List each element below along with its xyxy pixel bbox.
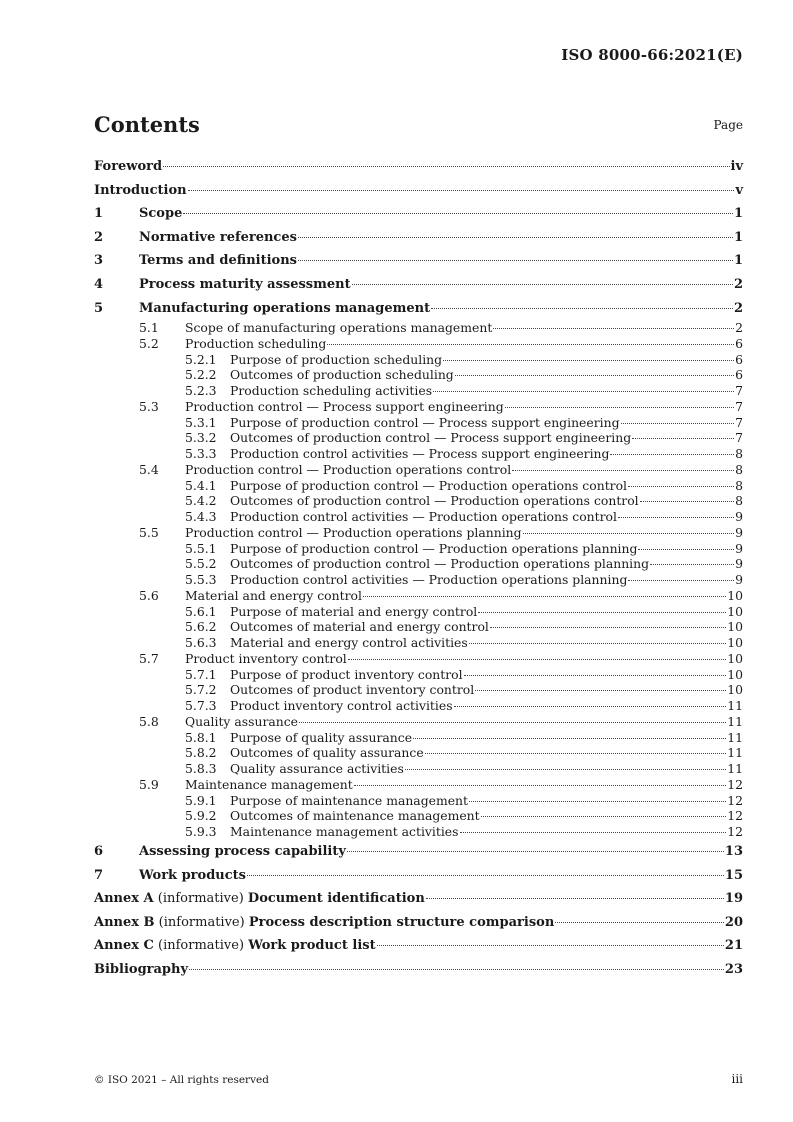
toc-entry-annex-b[interactable]: Annex B (informative) Process description structure comparison 20 <box>94 914 743 930</box>
toc-entry-5-6-1[interactable]: 5.6.1 Purpose of material and energy control 10 <box>185 603 743 619</box>
toc-entry-annex-c[interactable]: Annex C (informative) Work product list 21 <box>94 938 743 954</box>
toc-entry-5-9-1[interactable]: 5.9.1 Purpose of maintenance management 12 <box>185 792 743 808</box>
toc-entry-5-5[interactable]: 5.5 Production control — Production operations planning 9 <box>139 524 743 540</box>
toc-entry-clause-7[interactable]: 7 Work products 15 <box>94 867 743 883</box>
toc-entry-5-3-3[interactable]: 5.3.3 Production control activities — Process support engineering 8 <box>185 446 743 462</box>
toc-entry-5-4[interactable]: 5.4 Production control — Production operations control 8 <box>139 461 743 477</box>
toc-entry-clause-6[interactable]: 6 Assessing process capability 13 <box>94 843 743 859</box>
toc-entry-5-6-2[interactable]: 5.6.2 Outcomes of material and energy control 10 <box>185 619 743 635</box>
toc-entry-5-7[interactable]: 5.7 Product inventory control 10 <box>139 650 743 666</box>
document-identifier: ISO 8000-66:2021(E) <box>561 46 743 64</box>
toc-entry-5-8[interactable]: 5.8 Quality assurance 11 <box>139 713 743 729</box>
toc-entry-5-2-3[interactable]: 5.2.3 Production scheduling activities 7 <box>185 383 743 399</box>
toc-entry-5-3[interactable]: 5.3 Production control — Process support engineering 7 <box>139 398 743 414</box>
toc-entry-5-2-1[interactable]: 5.2.1 Purpose of production scheduling 6 <box>185 351 743 367</box>
toc-entry-5-7-3[interactable]: 5.7.3 Product inventory control activities 11 <box>185 698 743 714</box>
toc-entry-5-3-1[interactable]: 5.3.1 Purpose of production control — Process support engineering 7 <box>185 414 743 430</box>
toc-entry-5-4-3[interactable]: 5.4.3 Production control activities — Production operations control 9 <box>185 509 743 525</box>
toc-entry-5-9-2[interactable]: 5.9.2 Outcomes of maintenance management 12 <box>185 808 743 824</box>
toc-entry-5-2[interactable]: 5.2 Production scheduling 6 <box>139 335 743 351</box>
toc-entry-clause-2[interactable]: 2 Normative references 1 <box>94 229 743 245</box>
toc-entry-5-7-1[interactable]: 5.7.1 Purpose of product inventory control 10 <box>185 666 743 682</box>
toc-entry-5-4-1[interactable]: 5.4.1 Purpose of production control — Production operations control 8 <box>185 477 743 493</box>
toc-entry-5-8-3[interactable]: 5.8.3 Quality assurance activities 11 <box>185 761 743 777</box>
toc-entry-foreword[interactable]: Foreword iv <box>94 159 743 174</box>
toc-entry-introduction[interactable]: Introduction v <box>94 182 743 198</box>
toc-entry-5-2-2[interactable]: 5.2.2 Outcomes of production scheduling 6 <box>185 367 743 383</box>
toc-entry-5-5-1[interactable]: 5.5.1 Purpose of production control — Production operations planning 9 <box>185 540 743 556</box>
toc-entry-clause-1[interactable]: 1 Scope 1 <box>94 206 743 222</box>
toc-entry-5-9[interactable]: 5.9 Maintenance management 12 <box>139 776 743 792</box>
toc-entry-5-6-3[interactable]: 5.6.3 Material and energy control activities 10 <box>185 635 743 651</box>
table-of-contents <box>94 155 743 981</box>
page-column-label: Page <box>713 118 743 132</box>
toc-entry-5-5-3[interactable]: 5.5.3 Production control activities — Production operations planning 9 <box>185 572 743 588</box>
toc-entry-annex-a[interactable]: Annex A (informative) Document identification 19 <box>94 891 743 907</box>
toc-entry-5-7-2[interactable]: 5.7.2 Outcomes of product inventory control 10 <box>185 682 743 698</box>
page-number: iii <box>731 1072 743 1086</box>
toc-entry-5-5-2[interactable]: 5.5.2 Outcomes of production control — Production operations planning 9 <box>185 556 743 572</box>
toc-entry-5-6[interactable]: 5.6 Material and energy control 10 <box>139 587 743 603</box>
toc-entry-5-8-1[interactable]: 5.8.1 Purpose of quality assurance 11 <box>185 729 743 745</box>
toc-entry-5-4-2[interactable]: 5.4.2 Outcomes of production control — Production operations control 8 <box>185 493 743 509</box>
copyright-notice: © ISO 2021 – All rights reserved <box>94 1074 269 1086</box>
toc-entry-clause-5[interactable]: 5 Manufacturing operations management 2 <box>94 300 743 316</box>
page-title: Contents <box>94 112 200 137</box>
toc-entry-clause-4[interactable]: 4 Process maturity assessment 2 <box>94 276 743 292</box>
toc-entry-bibliography[interactable]: Bibliography 23 <box>94 961 743 977</box>
toc-entry-5-1[interactable]: 5.1 Scope of manufacturing operations management 2 <box>139 320 743 336</box>
toc-entry-5-8-2[interactable]: 5.8.2 Outcomes of quality assurance 11 <box>185 745 743 761</box>
toc-entry-5-3-2[interactable]: 5.3.2 Outcomes of production control — Process support engineering 7 <box>185 430 743 446</box>
toc-entry-clause-3[interactable]: 3 Terms and definitions 1 <box>94 253 743 269</box>
toc-entry-5-9-3[interactable]: 5.9.3 Maintenance management activities 12 <box>185 824 743 840</box>
